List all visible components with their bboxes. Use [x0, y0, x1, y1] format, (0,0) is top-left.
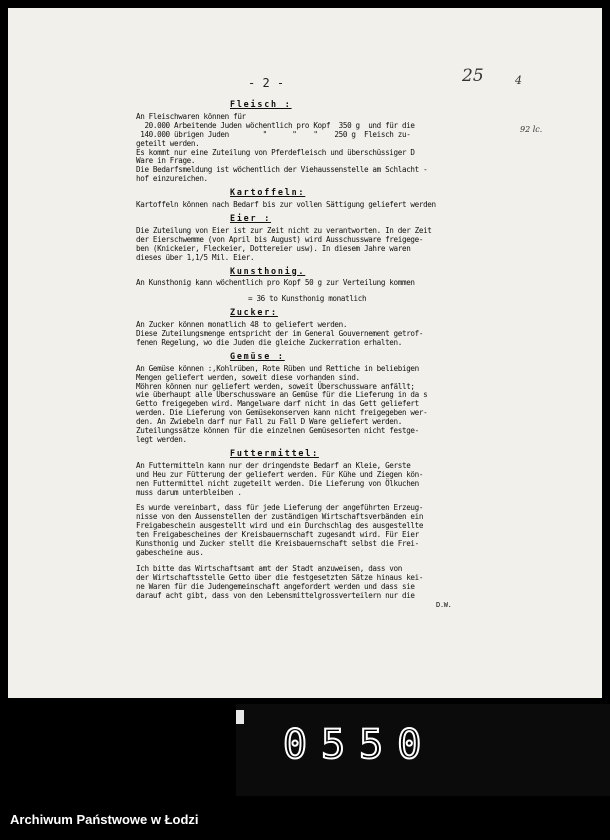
- text-line: 20.000 Arbeitende Juden wöchentlich pro Kopf 350 g und für die: [136, 120, 415, 130]
- text-line: Diese Zuteilungsmenge entspricht der im General Gouvernement getrof-: [136, 329, 424, 339]
- text-line: ten Freigabescheines der Kreisbauernschaft zugesandt wird. Für Eier: [136, 530, 419, 540]
- handwritten-mark: 25: [462, 66, 484, 86]
- text-line: An Futtermitteln kann nur der dringendste Bedarf an Kleie, Gerste: [136, 460, 411, 470]
- text-line: Mengen geliefert werden, soweit diese vorhanden sind.: [136, 372, 360, 382]
- text-line: Getto freigegeben wird. Mangelware darf nicht in das Gett geliefert: [136, 399, 419, 409]
- text-line: Es wurde vereinbart, dass für jede Lieferung der angeführten Erzeug-: [136, 503, 424, 513]
- section-heading: Kunsthonig.: [230, 265, 306, 276]
- archive-footer: Archiwum Państwowe w Łodzi: [10, 812, 199, 827]
- text-line: und Heu zur Fütterung der geliefert werden. Für Kühe und Ziegen kön-: [136, 469, 424, 479]
- text-line: geteilt werden.: [136, 138, 200, 148]
- frame-number: 0550: [283, 722, 436, 768]
- text-line: Kartoffeln können nach Bedarf bis zur vollen Sättigung geliefert werden: [136, 200, 436, 210]
- section-heading: Kartoffeln:: [230, 187, 306, 198]
- text-line: ben (Knickeier, Fleckeier, Dottereier usw). In diesem Jahre waren: [136, 243, 411, 253]
- text-line: dieses über 1,1/5 Mil. Eier.: [136, 252, 255, 262]
- text-line: Möhren können nur geliefert werden, soweit Überschussware anfällt;: [136, 381, 415, 391]
- text-line: Ware in Frage.: [136, 156, 196, 166]
- handwritten-number: 4: [515, 74, 522, 87]
- text-line: Kunsthonig und Zucker stellt die Kreisbauernschaft selbst die Frei-: [136, 539, 419, 549]
- text-line: darauf acht gibt, dass von den Lebensmittelgrossverteilern nur die: [136, 590, 415, 600]
- text-line: gabescheine aus.: [136, 547, 204, 557]
- text-line: Die Zuteilung von Eier ist zur Zeit nicht zu verantworten. In der Zeit: [136, 225, 432, 235]
- text-line: 140.000 übrigen Juden " " " 250 g Fleisch zu-: [136, 129, 411, 139]
- text-line: An Kunsthonig kann wöchentlich pro Kopf 50 g zur Verteilung kommen: [136, 278, 415, 288]
- section-heading: Gemüse :: [230, 350, 285, 361]
- text-line: nisse von den Aussenstellen der zuständigen Wirtschaftsverbänden ein: [136, 512, 424, 522]
- text-line: An Fleischwaren können für: [136, 111, 246, 121]
- text-line: Die Bedarfsmeldung ist wöchentlich der Viehaussenstelle am Schlacht -: [136, 165, 428, 175]
- text-line: den. An Zwiebeln darf nur Fall zu Fall D Ware geliefert werden.: [136, 417, 402, 427]
- text-line: nen Futtermittel nicht zugeteilt werden. Die Lieferung von Ölkuchen: [136, 478, 419, 488]
- text-line: An Gemüse können :,Kohlrüben, Rote Rüben und Rettiche in beliebigen: [136, 363, 419, 373]
- center-line: = 36 to Kunsthonig monatlich: [248, 294, 367, 304]
- text-line: Ich bitte das Wirtschaftsamt amt der Stadt anzuweisen, dass von: [136, 563, 402, 573]
- text-line: hof einzureichen.: [136, 174, 208, 184]
- signature: D.W.: [436, 600, 452, 609]
- text-line: der Wirtschaftsstelle Getto über die festgesetzten Sätze hinaus kei-: [136, 572, 424, 582]
- section-heading: Eier :: [230, 212, 272, 223]
- section-heading: Fleisch :: [230, 99, 292, 109]
- text-line: legt werden.: [136, 435, 187, 444]
- text-line: Freigabeschein ausgestellt wird und ein Durchschlag des ausgestellte: [136, 521, 424, 531]
- film-tab: [236, 710, 244, 724]
- text-line: Zuteilungssätze können für die einzelnen Gemüsesorten nicht festge-: [136, 426, 419, 436]
- text-line: Es kommt nur eine Zuteilung von Pferdefleisch und überschüssiger D: [136, 147, 415, 157]
- text-line: fenen Regelung, wo die Juden die gleiche Zuckerration erhalten.: [136, 337, 402, 347]
- text-line: ne Waren für die Judengemeinschaft angefordert werden und dass sie: [136, 581, 415, 591]
- document-body: [136, 96, 542, 609]
- text-line: werden. Die Lieferung von Gemüsekonserven kann nicht freigegeben wer-: [136, 408, 428, 418]
- margin-note: 92 lc.: [520, 125, 543, 134]
- section-heading: Futtermittel:: [230, 447, 319, 458]
- section-heading: Zucker:: [230, 307, 278, 318]
- text-line: der Eierschwemme (von April bis August) wird Ausschussware freigege-: [136, 234, 424, 244]
- text-line: An Zucker können monatlich 48 to geliefert werden.: [136, 320, 348, 330]
- text-line: wie überhaupt alle Überschussware an Gemüse für die Lieferung in da s: [136, 390, 428, 400]
- page-number: - 2 -: [248, 76, 285, 90]
- text-line: muss darum unterbleiben .: [136, 487, 242, 497]
